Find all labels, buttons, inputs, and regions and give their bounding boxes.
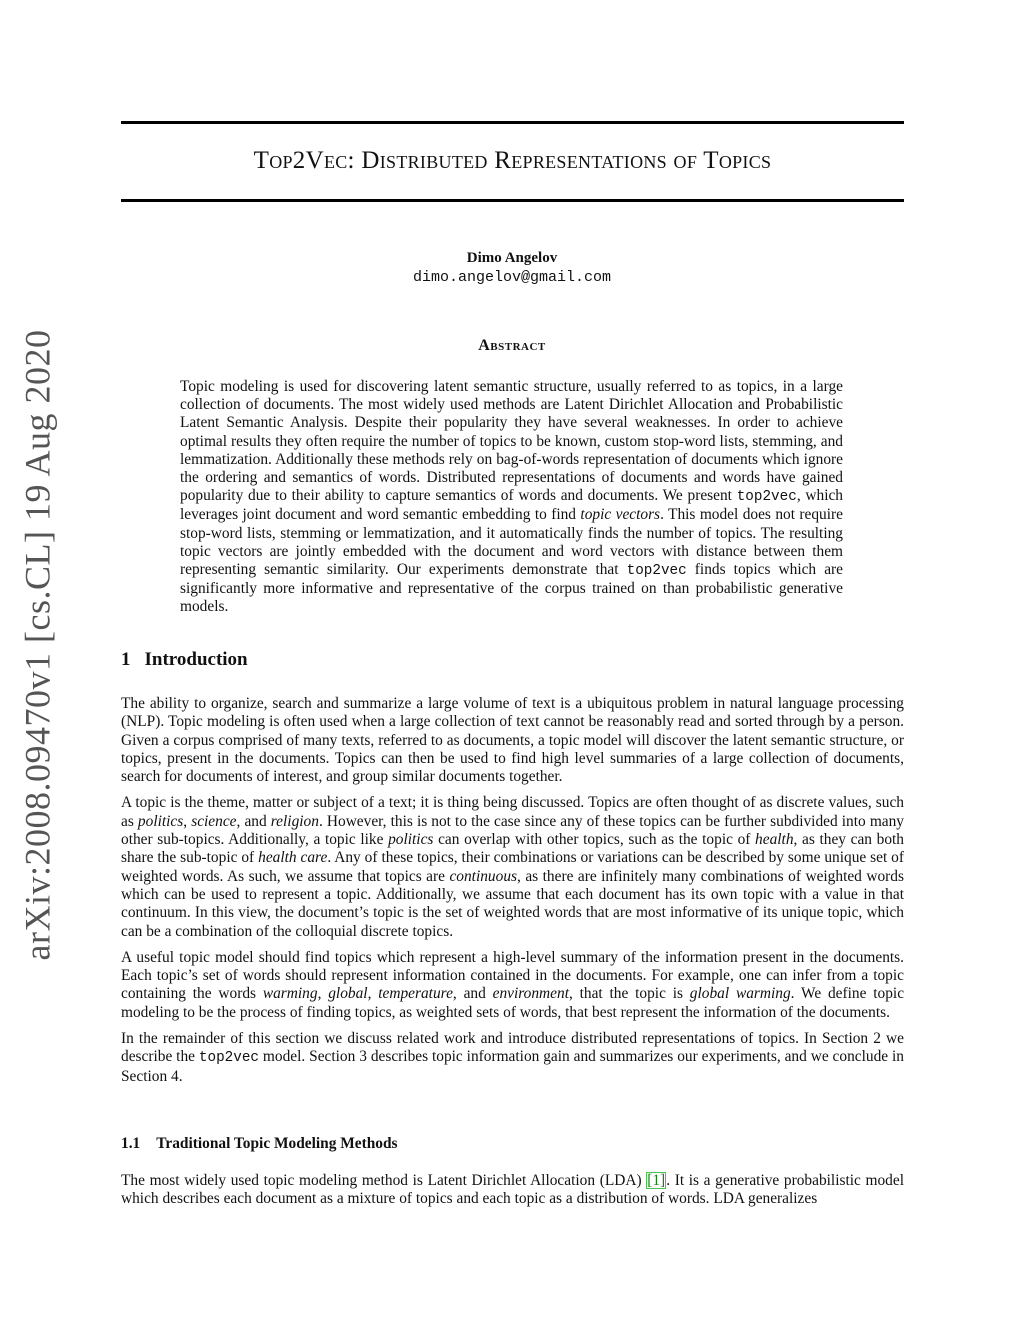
paragraph: A useful topic model should find topics which represent a high-level summary of the information present in the documents. Each topic’s set of words should represent information contained in the documents. For example, one can infer from a topic containing the words warming, global, temperature, and environment, that the topic is global warming. We define topic modeling to be the process of finding topics, as weighted sets of words, that best represent the information of the documents. — [121, 948, 905, 1021]
arxiv-stamp-text: arXiv:2008.09470v1 [cs.CL] 19 Aug 2020 — [17, 329, 58, 961]
title-bottom-rule — [121, 199, 904, 202]
section-heading-introduction: 1 Introduction — [121, 649, 248, 670]
subsection-heading-traditional-methods: 1.1 Traditional Topic Modeling Methods — [121, 1135, 398, 1152]
abstract-body: Topic modeling is used for discovering latent semantic structure, usually referred to as topics, in a large collection of documents. The most widely used methods are Latent Dirichlet Allocation and Probabilistic Latent Semantic Analysis. Despite their popularity they have several weaknesses. In order to achieve optimal results they often require the number of topics to be known, custom stop-word lists, stemming, and lemmatization. Additionally these methods rely on bag-of-words representation of documents which ignore the ordering and semantics of words. Distributed representations of documents and words have gained popularity due to their ability to capture semantics of words and documents. We present top2vec, which leverages joint document and word semantic embedding to find topic vectors. This model does not require stop-word lists, stemming or lemmatization, and it automatically finds the number of topics. The resulting topic vectors are jointly embedded with the document and word vectors with distance between them representing semantic similarity. Our experiments demonstrate that top2vec finds topics which are significantly more informative and representative of the corpus trained on than probabilistic generative models. — [180, 378, 844, 616]
abstract-heading: Abstract — [478, 337, 546, 354]
paragraph: A topic is the theme, matter or subject of a text; it is thing being discussed. Topics are often thought of as discrete values, such as politics, science, and religion. However, this is not to the case since any of these topics can be further subdivided into many other sub-topics. Additionally, a topic like politics can overlap with other topics, such as the topic of health, as they can both share the sub-topic of health care. Any of these topics, their combinations or variations can be described by some unique set of weighted words. As such, we assume that topics are continuous, as there are infinitely many combinations of weighted words which can be used to represent a topic. Additionally, we assume that each document has its own topic with a value in that continuum. In this view, the document’s topic is the set of weighted words that are most informative of its unique topic, which can be a combination of the colloquial discrete topics. — [121, 794, 905, 940]
code-top2vec: top2vec — [198, 1050, 260, 1067]
paragraph: In the remainder of this section we discuss related work and introduce distributed representations of topics. In Section 2 we describe the top2vec model. Section 3 describes topic information gain and summarizes our experiments, and we conclude in Section 4. — [121, 1030, 904, 1085]
citation-link[interactable]: [1] — [647, 1172, 666, 1189]
code-top2vec: top2vec — [626, 563, 687, 580]
author-email: dimo.angelov@gmail.com — [412, 269, 612, 286]
subsection-body — [121, 1172, 904, 1217]
emphasis: topic vectors — [580, 506, 661, 524]
arxiv-identifier-stamp — [12, 329, 62, 961]
title-top-rule — [121, 121, 904, 124]
paragraph: The most widely used topic modeling method is Latent Dirichlet Allocation (LDA) [1]. It is a generative probabilistic model which describes each document as a mixture of topics and each topic as a distribution of words. LDA generalizes — [121, 1172, 904, 1208]
code-top2vec: top2vec — [736, 489, 797, 506]
introduction-body — [121, 695, 904, 1094]
author-block — [0, 248, 1024, 288]
paper-title: Top2Vec: Distributed Representations of Topics — [253, 147, 772, 174]
paragraph: The ability to organize, search and summarize a large volume of text is a ubiquitous problem in natural language processing (NLP). Topic modeling is often used when a large collection of text cannot be reasonably read and sorted through by a person. Given a corpus comprised of many texts, referred to as documents, a topic model will discover the latent semantic structure, or topics, present in the documents. Topics can then be used to find high level summaries of a large collection of documents, search for documents of interest, and group similar documents together. — [121, 695, 904, 786]
author-name: Dimo Angelov — [466, 250, 558, 266]
